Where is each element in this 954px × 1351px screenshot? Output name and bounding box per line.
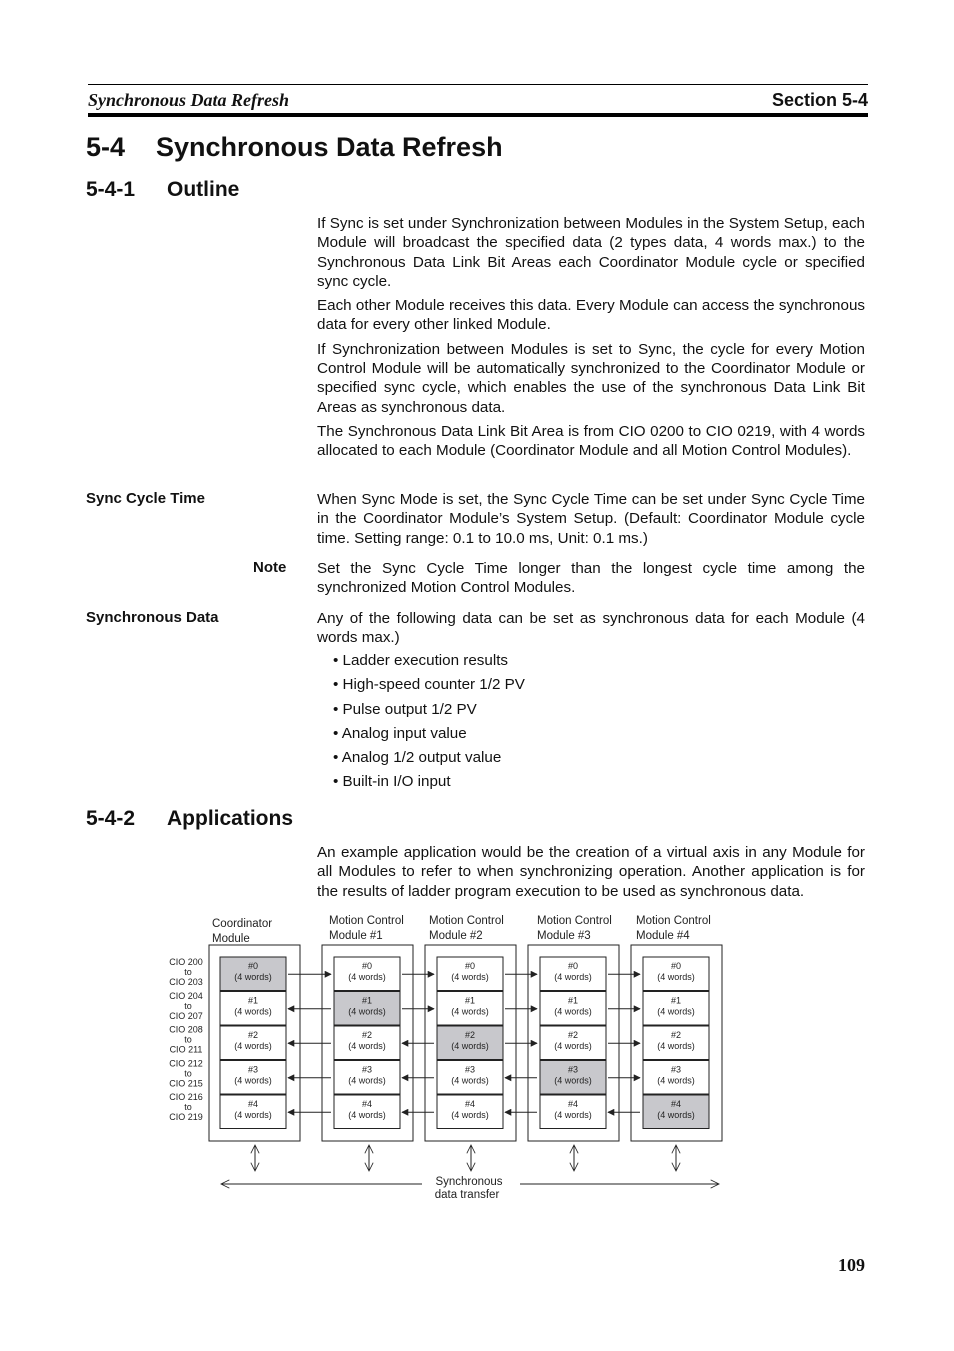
- cell-sub: (4 words): [348, 972, 386, 982]
- cell-sub: (4 words): [657, 1041, 695, 1051]
- cell-sub: (4 words): [348, 1075, 386, 1086]
- cell-id: #0: [567, 961, 579, 971]
- running-header-section: Section 5-4: [771, 90, 868, 110]
- cio-label: CIO 207: [169, 1010, 203, 1021]
- cell-id: #3: [567, 1064, 579, 1075]
- outline-number: 5-4-1: [86, 178, 136, 201]
- module-label: Coordinator: [212, 918, 273, 930]
- cio-label: CIO 211: [169, 1044, 203, 1055]
- transfer-label: data transfer: [434, 1189, 500, 1201]
- cell-id: #1: [464, 995, 476, 1006]
- module-label: Motion Control: [537, 915, 612, 927]
- cell-id: #3: [464, 1064, 476, 1075]
- sync-cycle-label: Sync Cycle Time: [86, 490, 205, 507]
- cell-sub: (4 words): [348, 1041, 386, 1051]
- cell-id: #4: [361, 1099, 373, 1109]
- cell-id: #3: [670, 1064, 682, 1075]
- cio-label: CIO 204: [169, 990, 203, 1001]
- module-label: Motion Control: [429, 915, 504, 927]
- cell-sub: (4 words): [554, 1110, 592, 1120]
- applications-title: Applications: [167, 807, 294, 830]
- list-item: • Analog input value: [333, 724, 467, 742]
- module-label: Motion Control: [636, 915, 711, 927]
- module-label: Module #3: [537, 930, 591, 942]
- cio-label: CIO 203: [169, 977, 203, 987]
- note-text: Set the Sync Cycle Time longer than the longest cycle time among the synchronized Motion Control Modules.: [317, 560, 865, 597]
- cio-label: to: [184, 1068, 192, 1079]
- list-item: • Built-in I/O input: [333, 773, 451, 791]
- cell-id: #2: [247, 1030, 259, 1040]
- applications-number: 5-4-2: [86, 807, 136, 830]
- module-label: Module #2: [429, 930, 483, 942]
- outline-paragraph: Each other Module receives this data. Every Module can access the synchronous data for every other linked Module.: [317, 297, 865, 334]
- cio-label: to: [184, 1034, 192, 1045]
- cell-sub: (4 words): [554, 1006, 592, 1017]
- cell-id: #0: [670, 961, 682, 971]
- cell-id: #2: [670, 1030, 682, 1040]
- cell-id: #0: [464, 961, 476, 971]
- module-label: Module #4: [636, 930, 690, 942]
- page-number: 109: [838, 1255, 865, 1275]
- sync-cycle-text: When Sync Mode is set, the Sync Cycle Time can be set under Sync Cycle Time in the Coordinator Module’s System Setup. (Default: Coordinator Module cycle time. Setting range: 0.1 to 10.0 ms, Unit: 0.1 ms.): [317, 491, 865, 547]
- cell-id: #1: [247, 995, 259, 1006]
- cell-sub: (4 words): [348, 1110, 386, 1120]
- cell-id: #0: [247, 961, 259, 971]
- cell-sub: (4 words): [234, 1075, 272, 1086]
- cell-id: #4: [247, 1099, 259, 1109]
- cio-label: CIO 216: [169, 1092, 203, 1103]
- cell-sub: (4 words): [451, 1075, 489, 1086]
- cell-sub: (4 words): [234, 1110, 272, 1120]
- module-label: Module: [212, 933, 250, 945]
- list-item: • High-speed counter 1/2 PV: [333, 676, 525, 694]
- transfer-label: Synchronous: [435, 1176, 503, 1188]
- cell-id: #2: [567, 1030, 579, 1040]
- cio-label: CIO 212: [169, 1058, 203, 1069]
- cio-label: CIO 200: [169, 957, 203, 967]
- cell-id: #4: [567, 1099, 579, 1109]
- cell-sub: (4 words): [657, 972, 695, 982]
- cio-label: to: [184, 967, 192, 977]
- cell-sub: (4 words): [657, 1006, 695, 1017]
- cell-id: #4: [464, 1099, 476, 1109]
- cell-id: #2: [361, 1030, 373, 1040]
- module-label: Module #1: [329, 930, 383, 942]
- cio-label: CIO 208: [169, 1024, 203, 1035]
- cell-id: #1: [567, 995, 579, 1006]
- outline-paragraph: If Sync is set under Synchronization between Modules in the System Setup, each Module will broadcast the specified data (2 types data, 4 words max.) to the Synchronous Data Link Bit Areas each Coordinator Module cycle or specified sync cycle.: [317, 215, 865, 290]
- cio-label: CIO 219: [169, 1112, 203, 1123]
- sync-data-text: Any of the following data can be set as synchronous data for each Module (4 words max.): [317, 610, 865, 647]
- cio-label: to: [184, 1000, 192, 1011]
- cell-id: #1: [361, 995, 373, 1006]
- cell-sub: (4 words): [554, 972, 592, 982]
- cell-id: #3: [361, 1064, 373, 1075]
- cio-label: CIO 215: [169, 1078, 203, 1089]
- list-item: • Pulse output 1/2 PV: [333, 700, 477, 718]
- cell-sub: (4 words): [451, 1006, 489, 1017]
- cell-id: #0: [361, 961, 373, 971]
- running-header-title: Synchronous Data Refresh: [88, 90, 290, 110]
- list-item: • Analog 1/2 output value: [333, 749, 502, 767]
- cell-sub: (4 words): [234, 1006, 272, 1017]
- outline-paragraph: The Synchronous Data Link Bit Area is from CIO 0200 to CIO 0219, with 4 words allocated to each Module (Coordinator Module and all Motion Control Modules).: [317, 422, 865, 460]
- cell-sub: (4 words): [234, 1041, 272, 1051]
- cio-label: to: [184, 1102, 192, 1113]
- cell-sub: (4 words): [451, 1041, 489, 1051]
- cell-id: #2: [464, 1030, 476, 1040]
- outline-title: Outline: [167, 178, 240, 201]
- outline-paragraph: If Synchronization between Modules is set to Sync, the cycle for every Motion Control Module will be automatically synchronized to the Coordinator Module or specified sync cycle, which enables the use of the synchronous Data Link Bit Areas as synchronous data.: [317, 340, 865, 416]
- cell-sub: (4 words): [234, 972, 272, 982]
- section-number: 5-4: [86, 132, 126, 162]
- sync-data-label: Synchronous Data: [86, 609, 219, 626]
- cell-id: #4: [670, 1099, 682, 1109]
- note-label: Note: [253, 559, 287, 576]
- cell-sub: (4 words): [451, 1110, 489, 1120]
- module-label: Motion Control: [329, 915, 404, 927]
- cell-sub: (4 words): [657, 1075, 695, 1086]
- cell-sub: (4 words): [451, 972, 489, 982]
- cell-sub: (4 words): [348, 1006, 386, 1017]
- cell-id: #1: [670, 995, 682, 1006]
- applications-text: An example application would be the creation of a virtual axis in any Module for all Modules to refer to when synchronizing operation. Another application is for the results of ladder program execution to be used as synchronous data.: [317, 844, 865, 900]
- cell-sub: (4 words): [554, 1041, 592, 1051]
- cell-sub: (4 words): [554, 1075, 592, 1086]
- list-item: • Ladder execution results: [333, 652, 509, 669]
- cell-id: #3: [247, 1064, 259, 1075]
- cell-sub: (4 words): [657, 1110, 695, 1120]
- section-title: Synchronous Data Refresh: [156, 132, 503, 162]
